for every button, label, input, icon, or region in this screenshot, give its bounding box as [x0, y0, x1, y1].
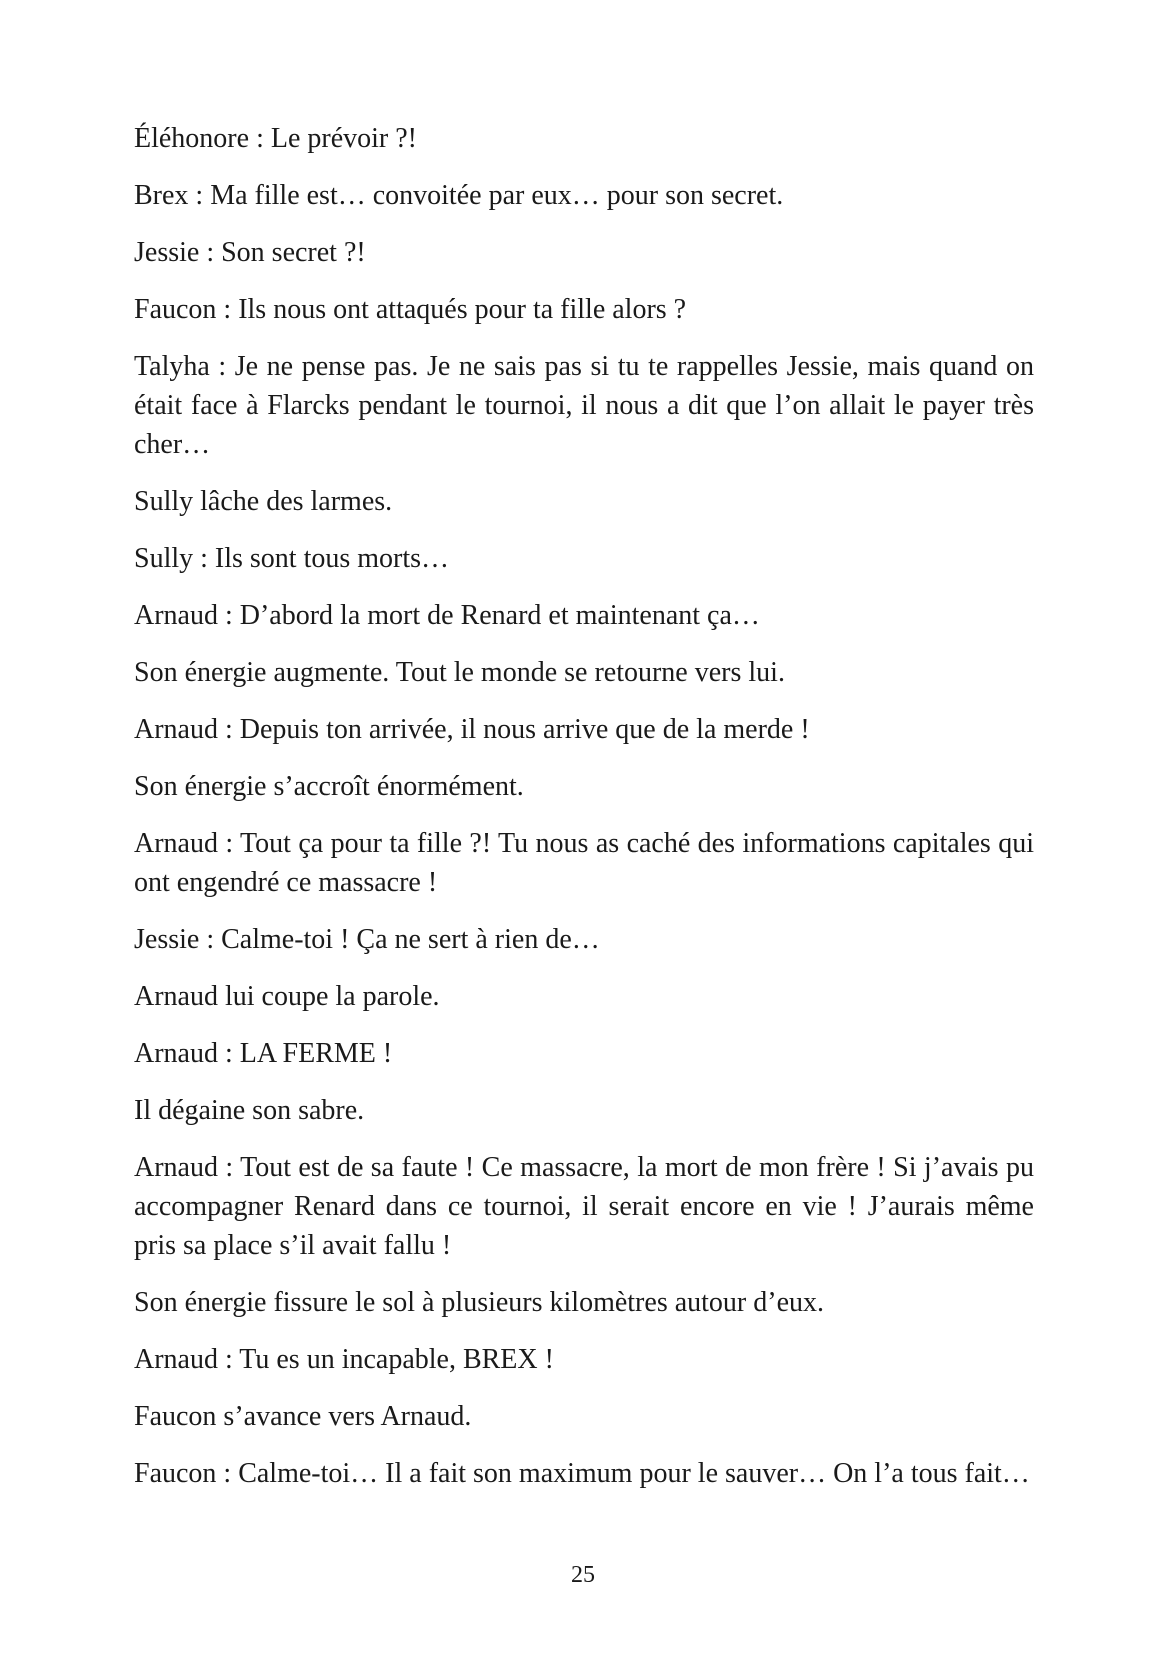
paragraph: Jessie : Son secret ?! — [134, 237, 366, 268]
paragraph: Arnaud : Tout ça pour ta fille ?! Tu nous as caché des informations capitales qui ont engendré ce massacre ! — [134, 828, 1034, 898]
paragraph: Son énergie fissure le sol à plusieurs kilomètres autour d’eux. — [134, 1287, 824, 1318]
paragraph: Arnaud : LA FERME ! — [134, 1038, 393, 1069]
paragraph: Talyha : Je ne pense pas. Je ne sais pas si tu te rappelles Jessie, mais quand on était face à Flarcks pendant le tournoi, il nous a dit que l’on allait le payer très cher… — [134, 351, 1034, 460]
paragraph: Il dégaine son sabre. — [134, 1095, 365, 1126]
paragraph: Arnaud : Tout est de sa faute ! Ce massacre, la mort de mon frère ! Si j’avais pu accompagner Renard dans ce tournoi, il serait encore en vie ! J’aurais même pris sa place s’il avait fallu ! — [134, 1152, 1034, 1261]
paragraph: Faucon s’avance vers Arnaud. — [134, 1401, 472, 1432]
paragraph: Arnaud lui coupe la parole. — [134, 981, 440, 1012]
page-number: 25 — [571, 1562, 595, 1588]
paragraph: Sully lâche des larmes. — [134, 486, 393, 517]
paragraph: Brex : Ma fille est… convoitée par eux… pour son secret. — [134, 180, 784, 211]
paragraph: Sully : Ils sont tous morts… — [134, 543, 450, 574]
page-body — [134, 119, 1034, 1511]
paragraph: Arnaud : Tu es un incapable, BREX ! — [134, 1344, 554, 1375]
paragraph: Éléhonore : Le prévoir ?! — [134, 123, 417, 154]
paragraph: Arnaud : D’abord la mort de Renard et maintenant ça… — [134, 600, 760, 631]
paragraph: Faucon : Ils nous ont attaqués pour ta fille alors ? — [134, 294, 687, 325]
paragraph: Son énergie augmente. Tout le monde se retourne vers lui. — [134, 657, 785, 688]
paragraph: Son énergie s’accroît énormément. — [134, 771, 524, 802]
paragraph: Jessie : Calme-toi ! Ça ne sert à rien de… — [134, 924, 600, 955]
paragraph: Faucon : Calme-toi… Il a fait son maximum pour le sauver… On l’a tous fait… — [134, 1458, 1030, 1489]
paragraph: Arnaud : Depuis ton arrivée, il nous arrive que de la merde ! — [134, 714, 810, 745]
